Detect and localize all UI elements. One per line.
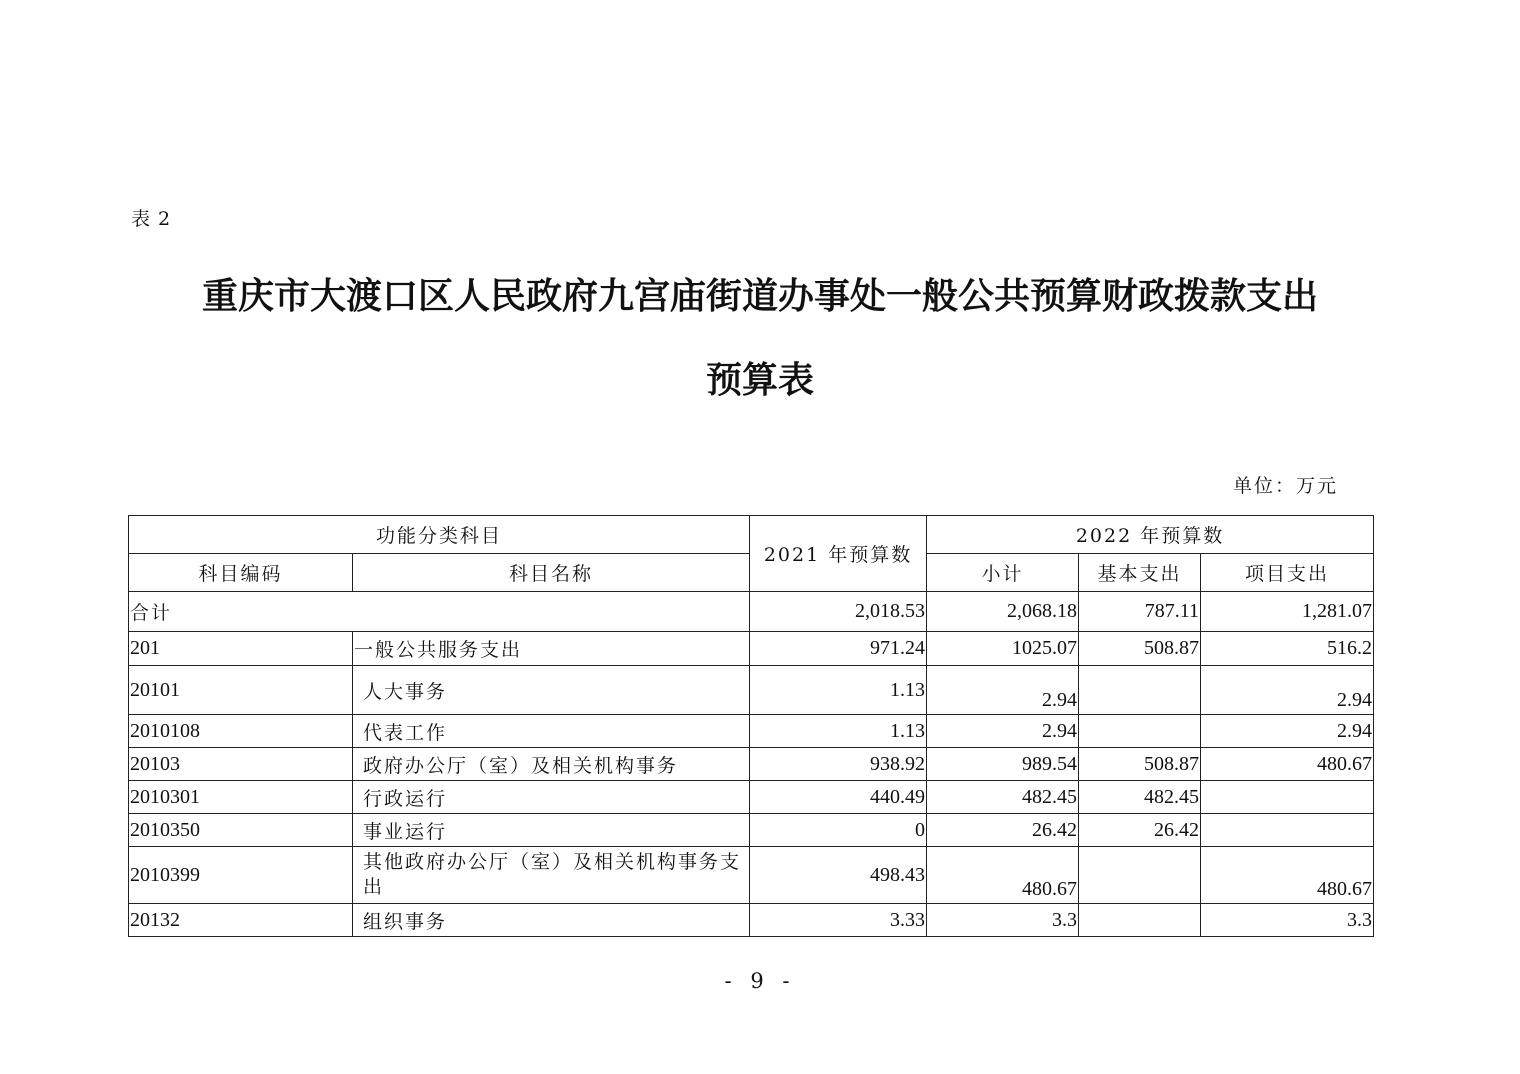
table-row — [129, 715, 1374, 748]
row-2021: 1.13 — [750, 666, 927, 715]
row-2021: 3.33 — [750, 904, 927, 937]
row-subtotal: 2.94 — [927, 715, 1079, 748]
row-name: 其他政府办公厅（室）及相关机构事务支出 — [353, 847, 750, 904]
table-row — [129, 847, 1374, 904]
total-subtotal: 2,068.18 — [927, 592, 1079, 632]
row-name: 组织事务 — [353, 904, 750, 937]
row-subtotal: 26.42 — [927, 814, 1079, 847]
row-basic — [1079, 847, 1201, 904]
row-code: 2010399 — [129, 847, 353, 904]
table-row — [129, 904, 1374, 937]
row-code: 201 — [129, 632, 353, 666]
table-row — [129, 781, 1374, 814]
row-code: 2010301 — [129, 781, 353, 814]
row-project: 3.3 — [1201, 904, 1374, 937]
total-project: 1,281.07 — [1201, 592, 1374, 632]
row-basic: 482.45 — [1079, 781, 1201, 814]
row-2021: 440.49 — [750, 781, 927, 814]
table-row — [129, 666, 1374, 715]
row-name: 代表工作 — [353, 715, 750, 748]
budget-table — [128, 515, 1374, 937]
page-title-continued: 预算表 — [705, 359, 814, 401]
row-2021: 971.24 — [750, 632, 927, 666]
row-name: 一般公共服务支出 — [353, 632, 750, 666]
row-project — [1201, 781, 1374, 814]
row-basic — [1079, 904, 1201, 937]
row-project: 480.67 — [1201, 847, 1374, 904]
total-label: 合计 — [129, 592, 750, 632]
unit-label: 单位：万元 — [1232, 475, 1338, 497]
header-basic: 基本支出 — [1079, 554, 1201, 592]
row-basic: 26.42 — [1079, 814, 1201, 847]
row-subtotal: 989.54 — [927, 748, 1079, 781]
row-project: 2.94 — [1201, 715, 1374, 748]
row-subtotal: 1025.07 — [927, 632, 1079, 666]
row-2021: 938.92 — [750, 748, 927, 781]
row-code: 20101 — [129, 666, 353, 715]
row-name: 人大事务 — [353, 666, 750, 715]
header-functional-class: 功能分类科目 — [129, 516, 750, 554]
header-name: 科目名称 — [353, 554, 750, 592]
row-code: 2010350 — [129, 814, 353, 847]
row-basic — [1079, 715, 1201, 748]
header-budget-2021: 2021 年预算数 — [750, 516, 927, 592]
row-basic: 508.87 — [1079, 632, 1201, 666]
row-name: 行政运行 — [353, 781, 750, 814]
table-row — [129, 814, 1374, 847]
total-row — [129, 592, 1374, 632]
row-project — [1201, 814, 1374, 847]
row-subtotal: 480.67 — [927, 847, 1079, 904]
header-budget-2022: 2022 年预算数 — [927, 516, 1374, 554]
header-subtotal: 小计 — [927, 554, 1079, 592]
table-label: 表 2 — [131, 208, 172, 230]
row-project: 516.2 — [1201, 632, 1374, 666]
row-basic — [1079, 666, 1201, 715]
row-2021: 0 — [750, 814, 927, 847]
table-row — [129, 632, 1374, 666]
row-2021: 1.13 — [750, 715, 927, 748]
page-number: - 9 - — [724, 969, 796, 993]
row-code: 20103 — [129, 748, 353, 781]
total-basic: 787.11 — [1079, 592, 1201, 632]
table-row — [129, 748, 1374, 781]
row-name: 政府办公厅（室）及相关机构事务 — [353, 748, 750, 781]
row-code: 20132 — [129, 904, 353, 937]
row-code: 2010108 — [129, 715, 353, 748]
header-project: 项目支出 — [1201, 554, 1374, 592]
header-code: 科目编码 — [129, 554, 353, 592]
total-2021: 2,018.53 — [750, 592, 927, 632]
page-title: 重庆市大渡口区人民政府九宫庙街道办事处一般公共预算财政拨款支出 — [201, 275, 1318, 317]
row-project: 480.67 — [1201, 748, 1374, 781]
row-subtotal: 2.94 — [927, 666, 1079, 715]
row-subtotal: 482.45 — [927, 781, 1079, 814]
header-row-1 — [129, 516, 1374, 554]
row-name: 事业运行 — [353, 814, 750, 847]
row-project: 2.94 — [1201, 666, 1374, 715]
row-subtotal: 3.3 — [927, 904, 1079, 937]
row-basic: 508.87 — [1079, 748, 1201, 781]
row-2021: 498.43 — [750, 847, 927, 904]
